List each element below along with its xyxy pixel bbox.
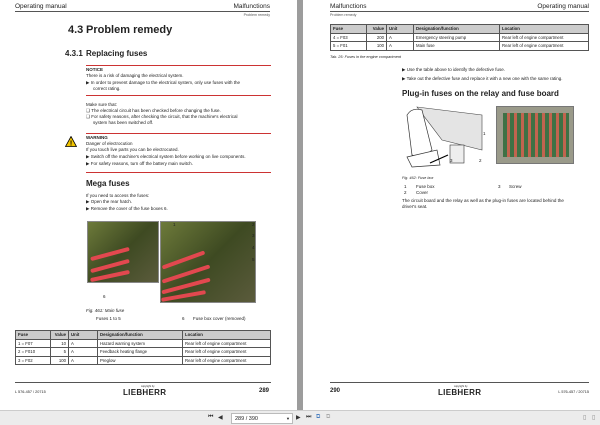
footer-copyright: copyright by xyxy=(454,385,468,388)
legend-number: 2 xyxy=(404,190,407,195)
cell: 5 = F01 xyxy=(331,42,367,51)
table-row xyxy=(16,356,271,365)
first-page-icon[interactable]: ⏮ xyxy=(208,414,214,420)
check-item: The electrical circuit has been checked before changing the fuse. xyxy=(91,108,221,113)
warning-title: WARNING xyxy=(86,135,108,140)
cell: 200 xyxy=(367,33,387,42)
cell: 10 xyxy=(51,339,69,348)
table-row xyxy=(331,33,589,42)
notice-rule xyxy=(86,65,271,66)
page-number-value: 289 / 390 xyxy=(235,416,258,422)
legend-number: 3 xyxy=(498,184,501,189)
mega-intro: If you need to access the fuses: xyxy=(86,193,150,198)
cell: Hazard warning system xyxy=(98,339,183,348)
col-header: Value xyxy=(367,25,387,34)
plugin-fuses-heading: Plug-in fuses on the relay and fuse board xyxy=(402,89,559,98)
svg-text:!: ! xyxy=(69,140,73,147)
fuse-board-photo xyxy=(496,106,574,164)
header-left: Operating manual xyxy=(15,3,67,10)
cell: A xyxy=(69,339,98,348)
two-page-view-icon[interactable]: ⧉ xyxy=(316,414,321,420)
mega-step: Remove the cover of the fuse boxes 6. xyxy=(90,206,168,211)
callout-2: 2 xyxy=(479,158,482,163)
continuous-view-icon[interactable]: ⧉ xyxy=(326,414,331,420)
cell: A xyxy=(387,42,414,51)
header-right: Operating manual xyxy=(537,3,589,10)
cell: Feedback heating flange xyxy=(98,348,183,357)
col-header: Location xyxy=(500,25,589,34)
figure-legend-number: 6 xyxy=(182,316,185,321)
header-right: Malfunctions xyxy=(233,3,270,10)
cell: Rear left of engine compartment xyxy=(183,356,271,365)
mega-fuses-heading: Mega fuses xyxy=(86,179,130,188)
header-left: Malfunctions xyxy=(330,3,367,10)
instruction-bullet: Take out the defective fuse and replace it with a new one with the same rating. xyxy=(406,76,563,81)
notice-rule-bottom xyxy=(86,95,271,96)
footer-rule xyxy=(330,382,589,383)
warning-triangle-icon xyxy=(65,136,77,147)
subheader: Problem remedy xyxy=(330,13,357,17)
cell: A xyxy=(69,348,98,357)
col-header: Unit xyxy=(387,25,414,34)
callout-5: 5 xyxy=(252,257,255,262)
section-title: Problem remedy xyxy=(86,24,173,36)
cell: Rear left of engine compartment xyxy=(183,348,271,357)
subsection-number: 4.3.1 xyxy=(65,49,83,58)
cell: 4 = F03 xyxy=(331,33,367,42)
mega-step: Open the rear hatch. xyxy=(90,199,132,204)
notice-title: NOTICE xyxy=(86,67,104,72)
fuse-table xyxy=(15,330,271,365)
warning-rule xyxy=(86,133,271,134)
legend-text: Fuse box xyxy=(416,184,435,189)
cell: 2 = F010 xyxy=(16,348,51,357)
page-number: 290 xyxy=(330,388,341,394)
col-header: Fuse xyxy=(331,25,367,34)
warning-bullet: For safety reasons, turn off the battery main switch. xyxy=(90,161,193,166)
notice-bullet: In order to prevent damage to the electrical system, only use fuses with the xyxy=(90,80,241,85)
check-item: For safety reasons, after checking the circuit, that the machine's electrical xyxy=(91,114,238,119)
callout-1: 1 xyxy=(173,222,176,227)
footer-doc-number: L 576-457 / 20715 xyxy=(15,390,46,394)
figure-caption: Fig. 461: Main fuse xyxy=(86,308,125,313)
cell: Rear left of engine compartment xyxy=(183,339,271,348)
figure-legend: Fuse box cover (removed) xyxy=(193,316,246,321)
seat-drawing xyxy=(402,105,487,170)
col-header: Location xyxy=(183,331,271,340)
cell: A xyxy=(69,356,98,365)
warning-box: WARNING Danger of electrocution If you touch live parts you can be electrocuted. ▶ Switch off the machine's electrical system before working on live components. ▶ For safety reasons, turn off the battery main switch. xyxy=(86,135,246,166)
footer-rule xyxy=(15,382,271,383)
warning-line: If you touch live parts you can be electrocuted. xyxy=(86,147,179,152)
callout-4: 4 xyxy=(252,245,255,250)
callout-3: 3 xyxy=(450,158,453,163)
subsection-title: Replacing fuses xyxy=(86,49,148,58)
instructions: ▶ Use the table above to identify the defective fuse. ▶ Take out the defective fuse and replace it with a new one with the same rating. xyxy=(402,67,563,81)
callout-6: 6 xyxy=(103,294,106,299)
figure-caption: Fig. 462: Fuse box xyxy=(402,176,434,180)
section-number: 4.3 xyxy=(68,24,84,36)
legend-text: Screw xyxy=(509,184,522,189)
table-header-row xyxy=(331,25,589,34)
right-page xyxy=(303,0,600,410)
prev-page-icon[interactable]: ◀ xyxy=(218,415,223,421)
fuse-table xyxy=(330,24,589,51)
bookmark-icon[interactable]: ▯ xyxy=(592,415,596,421)
footer-copyright: copyright by xyxy=(141,385,155,388)
table-row xyxy=(16,348,271,357)
dropdown-arrow-icon[interactable]: ▼ xyxy=(286,416,290,421)
col-header: Fuse xyxy=(16,331,51,340)
warning-bullet: Switch off the machine's electrical system before working on live components. xyxy=(90,154,246,159)
callout-1: 1 xyxy=(483,131,486,136)
cell: 3 = F02 xyxy=(16,356,51,365)
col-header: Unit xyxy=(69,331,98,340)
col-header: Designation/function xyxy=(98,331,183,340)
cell: Rear left of engine compartment xyxy=(500,42,589,51)
notice-text: There is a risk of damaging the electrical system. xyxy=(86,73,184,78)
page-number-input[interactable] xyxy=(231,413,293,424)
cell: 5 xyxy=(51,348,69,357)
paragraph-line: driver's seat. xyxy=(402,204,428,209)
header-rule xyxy=(330,11,589,12)
cell: Emergency steering pump xyxy=(414,33,500,42)
left-page xyxy=(0,0,297,410)
cell: Preglow xyxy=(98,356,183,365)
subheader: Problem remedy xyxy=(243,13,270,17)
table-row xyxy=(16,339,271,348)
legend-text: Cover xyxy=(416,190,429,195)
main-fuse-photo-right xyxy=(160,221,256,303)
cell: 100 xyxy=(51,356,69,365)
mega-steps: If you need to access the fuses: ▶ Open the rear hatch. ▶ Remove the cover of the fuse boxes 6. xyxy=(86,193,168,211)
make-sure-intro: Make sure that: xyxy=(86,102,118,107)
next-page-icon[interactable]: ▶ xyxy=(296,415,301,421)
notice-box: NOTICE There is a risk of damaging the electrical system. ▶ In order to prevent damage to the electrical system, only use fuses with the correct rating. xyxy=(86,67,241,91)
main-fuse-photo-left xyxy=(87,221,159,283)
footer-doc-number: L 576-457 / 20715 xyxy=(558,390,589,394)
liebherr-logo: LIEBHERR xyxy=(123,388,167,397)
cell: 100 xyxy=(367,42,387,51)
check-item-cont: system has been switched off. xyxy=(93,120,154,125)
callout-2: 2 xyxy=(252,222,255,227)
cell: A xyxy=(387,33,414,42)
col-header: Value xyxy=(51,331,69,340)
col-header: Designation/function xyxy=(414,25,500,34)
callout-3: 3 xyxy=(252,233,255,238)
figure-legend: Fuses 1 to 5 xyxy=(96,316,121,321)
header-rule xyxy=(15,11,270,12)
notice-bullet-cont: correct rating. xyxy=(93,86,121,91)
description-paragraph xyxy=(402,198,564,210)
pdf-toolbar xyxy=(0,410,600,425)
page-number: 289 xyxy=(259,388,270,394)
cell: 1 = F07 xyxy=(16,339,51,348)
cell: Rear left of engine compartment xyxy=(500,33,589,42)
table-row xyxy=(331,42,589,51)
warning-rule-bottom xyxy=(86,172,271,173)
fit-page-icon[interactable]: ▯ xyxy=(583,415,587,421)
table-caption: Tab. 25: Fuses in the engine compartment xyxy=(330,55,401,59)
make-sure-list: Make sure that: ❑ The electrical circuit has been checked before changing the fuse. ❑ For safety reasons, after checking the circuit, that the machine's electrical system has been switched off. xyxy=(86,102,238,125)
table-header-row xyxy=(16,331,271,340)
liebherr-logo: LIEBHERR xyxy=(438,388,482,397)
paragraph-line: The circuit board and the relay as well as the plug-in fuses are located behind the xyxy=(402,198,564,203)
instruction-bullet: Use the table above to identify the defective fuse. xyxy=(406,67,506,72)
last-page-icon[interactable]: ⏭ xyxy=(306,414,312,420)
cell: Main fuse xyxy=(414,42,500,51)
legend-number: 1 xyxy=(404,184,407,189)
warning-line: Danger of electrocution xyxy=(86,141,133,146)
